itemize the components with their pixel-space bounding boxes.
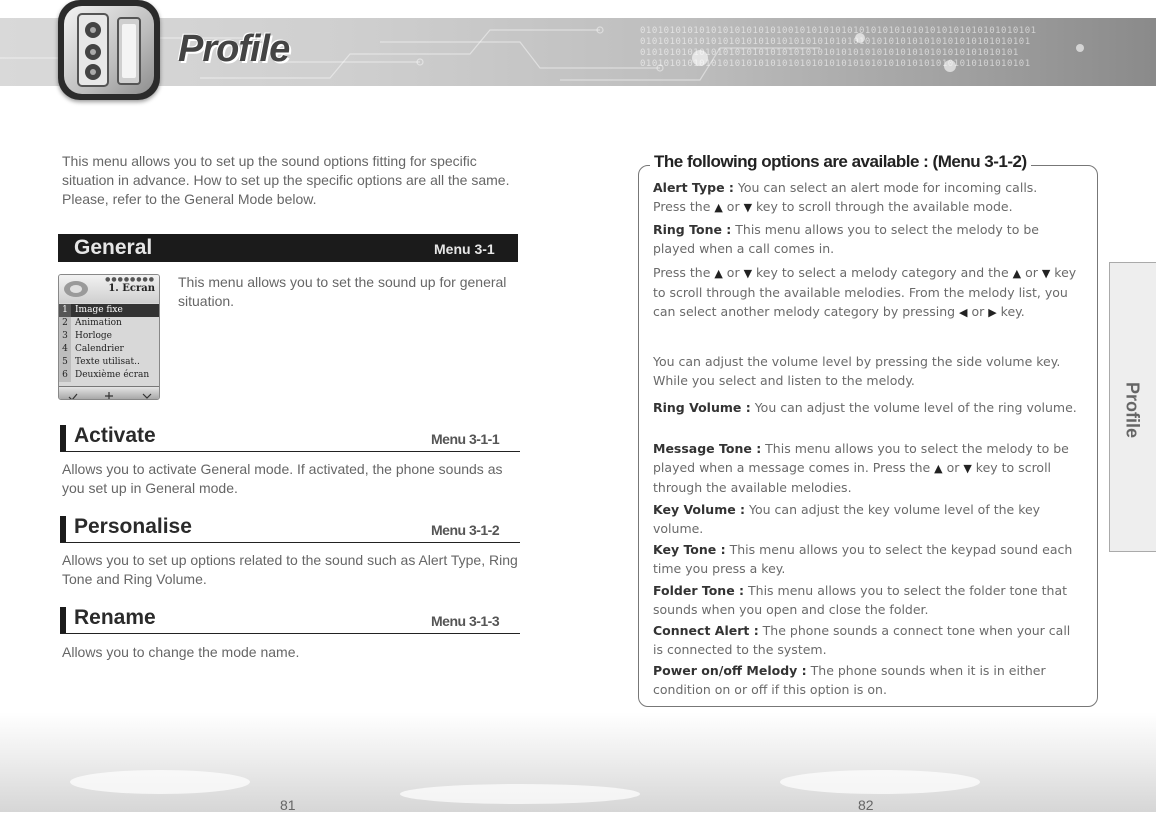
down-arrow-icon: ▼ [743,201,753,214]
option-label: Key Tone : [653,542,726,557]
side-tab-text: Profile [1122,381,1143,439]
option-text: Press the [653,265,715,280]
general-description: This menu allows you to set the sound up for general situation. [178,274,507,309]
personalise-menu-number: Menu 3-1-2 [431,522,500,538]
option-text: The phone sounds a connect tone when your call is connected to the system. [653,623,1071,657]
side-tab-label [1108,360,1156,460]
power-melody-option [653,661,1083,699]
option-label: Key Volume : [653,502,746,517]
activate-underline [60,451,520,452]
rename-underline [60,633,520,634]
ring-adjust-note: You can adjust the volume level by pressing the side volume key. While you select and listen to the melody. [653,354,1061,388]
option-label: Folder Tone : [653,583,745,598]
general-menu-number: Menu 3-1 [434,241,495,257]
down-arrow-icon: ▼ [1041,267,1051,280]
down-arrow-icon: ▼ [743,267,753,280]
phone-screen [58,274,160,400]
option-text: You can select an alert mode for incoming calls. [733,180,1038,195]
item-label: Horloge [75,331,112,341]
ring-tone-instructions: Press the ▲ or ▼ key to select a melody category and the ▲ or ▼ key to scroll through the available melodies. From the melody list, you can select another melody category by pressing ◀ or ▶ key. [653,265,1077,319]
connect-alert-option [653,621,1083,659]
footer-pattern [0,712,1156,812]
activate-heading-marker [60,425,66,451]
rename-heading-marker [60,607,66,633]
footer-band [0,712,1156,812]
phone-softkeys [59,386,159,399]
item-label: Deuxième écran [75,370,150,380]
option-text: key. [996,304,1025,319]
speaker-icon [58,0,160,100]
ring-volume-option [653,398,1083,417]
softkey-icons [59,390,159,400]
item-number: 4 [59,343,71,356]
binary-pattern: 0101010101010101010101010010101010101010101010101010101010101010101 010101010101010101010101010101010101010101010101010101010101010101 0101010101010101010101010101010101010101010101010101010101010101 010101010101010101010101010101010101010101010101010101010101010101 [640,26,1037,69]
option-label: Ring Tone : [653,222,732,237]
folder-tone-option [653,581,1083,619]
item-label: Animation [75,318,122,328]
option-text: The phone sounds when it is in either condition on or off if this option is on. [653,663,1046,697]
item-label: Calendrier [75,344,124,354]
phone-menu-item [59,369,159,382]
item-number: 2 [59,317,71,330]
option-label: Ring Volume : [653,400,751,415]
phone-menu-item [59,304,159,317]
item-number: 5 [59,356,71,369]
status-dots: ●●●●●●●● [105,276,155,283]
option-text: This menu allows you to select the folder tone that sounds when you open and close the folder. [653,583,1068,617]
personalise-text: Allows you to set up options related to the sound such as Alert Type, Ring Tone and Ring Volume. [62,552,518,587]
option-text: or [722,199,744,214]
option-text: This menu allows you to select the keypad sound each time you press a key. [653,542,1073,576]
up-arrow-icon: ▲ [714,201,723,214]
option-label: Connect Alert : [653,623,759,638]
page-number-left: 81 [280,797,296,813]
item-number: 6 [59,369,71,382]
key-volume-option [653,500,1083,538]
option-label: Alert Type : [653,180,734,195]
phone-menu-title: 1. Ecran [108,283,155,294]
speaker-graphic [64,6,154,94]
personalise-heading-marker [60,516,66,542]
phone-menu-item [59,317,159,330]
option-text: key to scroll through the available mode. [752,199,1013,214]
option-label: Power on/off Melody : [653,663,807,678]
rename-text: Allows you to change the mode name. [62,644,300,660]
phone-menu-item [59,343,159,356]
phone-header [59,275,159,303]
option-text: This menu allows you to select the melody to be played when a call comes in. [653,222,1039,256]
down-arrow-icon: ▼ [963,462,972,475]
option-text: Press the [653,199,715,214]
item-label: Texte utilisat.. [75,357,140,367]
option-text: key to scroll through the available melodies. From the melody list, you can select another melody category by pressing [653,265,1077,319]
option-text: key to scroll through the available melodies. [653,460,1052,495]
option-text: You can adjust the key volume level of the key volume. [653,502,1041,536]
page-title: Profile [178,28,290,70]
up-arrow-icon: ▲ [1012,267,1022,280]
options-heading: The following options are available : (Menu 3-1-2) [650,152,1031,172]
up-arrow-icon: ▲ [714,267,723,280]
activate-heading: Activate [74,424,156,447]
item-number: 1 [59,304,71,317]
item-label: Image fixe [75,305,123,315]
phone-menu-list [59,304,159,382]
right-arrow-icon: ▶ [988,306,997,319]
header-banner [0,18,1156,86]
alert-type-option [653,178,1083,217]
page-number-right: 82 [858,797,874,813]
item-number: 3 [59,330,71,343]
message-tone-option: Message Tone : This menu allows you to select the melody to be played when a message comes in. Press the ▲ or ▼ key to scroll through the available melodies. [653,441,1069,495]
intro-text: This menu allows you to set up the sound options fitting for specific situation in advance. How to set up the specific options are all the same. Please, refer to the General Mode below. [62,153,510,207]
phone-menu-item [59,330,159,343]
activate-text: Allows you to activate General mode. If activated, the phone sounds as you set up in General mode. [62,461,503,496]
left-arrow-icon: ◀ [959,306,968,319]
tools-icon [61,277,91,301]
key-tone-option [653,540,1083,578]
general-heading: General [74,236,153,259]
option-text: You can adjust the volume level of the ring volume. [750,400,1077,415]
option-label: Message Tone : [653,441,762,456]
up-arrow-icon: ▲ [934,462,943,475]
ring-tone-option [653,220,1083,258]
rename-heading: Rename [74,606,156,629]
personalise-underline [60,542,520,543]
rename-menu-number: Menu 3-1-3 [431,613,500,629]
option-text: This menu allows you to select the melody to be played when a message comes in. Press the [653,441,1069,475]
phone-menu-item [59,356,159,369]
activate-menu-number: Menu 3-1-1 [431,431,500,447]
option-text: key to select a melody category and the [752,265,1013,280]
personalise-heading: Personalise [74,515,192,538]
